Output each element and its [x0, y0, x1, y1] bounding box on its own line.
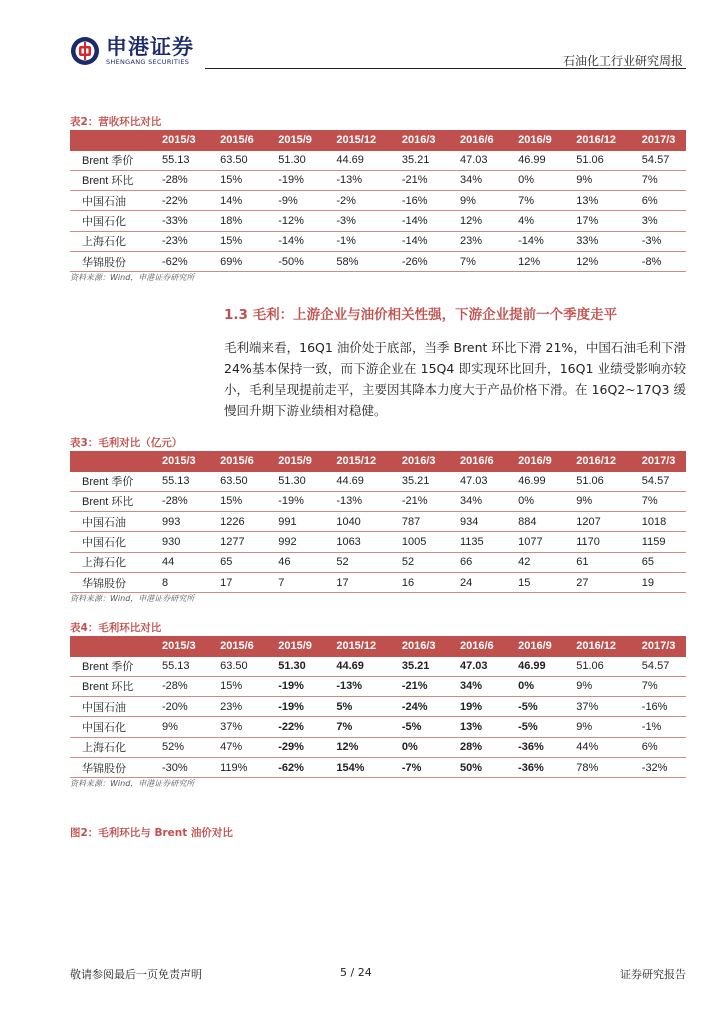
column-header: 2017/3 [628, 636, 686, 656]
table-cell: 37% [206, 717, 264, 737]
table-cell: 12% [504, 251, 562, 271]
table-cell: -3% [628, 231, 686, 251]
table-cell: 930 [148, 532, 206, 552]
row-label: 上海石化 [70, 737, 148, 757]
table-cell: -33% [148, 211, 206, 231]
table-cell: 44.69 [322, 471, 388, 491]
table-cell: 7% [628, 170, 686, 190]
row-label: 华锦股份 [70, 757, 148, 777]
table-cell: 12% [322, 737, 388, 757]
table-cell: 65 [628, 552, 686, 572]
table-cell: 9% [562, 170, 628, 190]
table-cell: -50% [264, 251, 322, 271]
table-cell: 16 [388, 572, 446, 592]
table-cell: 44 [148, 552, 206, 572]
table-cell: -12% [264, 211, 322, 231]
table-cell: 1207 [562, 512, 628, 532]
row-label: Brent 环比 [70, 676, 148, 696]
table-cell: 44.69 [322, 150, 388, 170]
column-header [70, 130, 148, 150]
table-header-row [70, 451, 686, 471]
table-cell: 6% [628, 191, 686, 211]
table-cell: 44.69 [322, 656, 388, 676]
row-label: Brent 环比 [70, 491, 148, 511]
column-header: 2016/6 [446, 130, 504, 150]
column-header: 2015/6 [206, 451, 264, 471]
table-cell: 47.03 [446, 150, 504, 170]
report-title: 石油化工行业研究周报 [562, 54, 683, 68]
row-label: 上海石化 [70, 552, 148, 572]
table-row [70, 150, 686, 170]
table-row [70, 697, 686, 717]
column-header: 2016/12 [562, 130, 628, 150]
table-cell: -62% [264, 757, 322, 777]
table-source: 资料来源：Wind，申港证券研究所 [70, 273, 195, 282]
column-header [70, 636, 148, 656]
table-cell: 63.50 [206, 471, 264, 491]
table-cell: 119% [206, 757, 264, 777]
table-cell: 993 [148, 512, 206, 532]
body-paragraph: 毛利端来看，16Q1 油价处于底部，当季 Brent 环比下滑 21%，中国石油毛利下滑 24%基本保持一致，而下游企业在 15Q4 即实现环比回升，16Q1 业绩受影响亦较小，毛利呈现提前走平，主要因其降本力度大于产品价格下滑。在 16Q2~17Q3 缓慢回升期下游业绩相对稳健。 [224, 340, 686, 418]
table-cell: -28% [148, 170, 206, 190]
table-cell: 9% [562, 491, 628, 511]
table-cell: 992 [264, 532, 322, 552]
table-row [70, 572, 686, 592]
table-cell: 33% [562, 231, 628, 251]
column-header: 2015/6 [206, 130, 264, 150]
table-cell: 0% [504, 491, 562, 511]
table-cell: -13% [322, 491, 388, 511]
table-cell: 63.50 [206, 656, 264, 676]
table-cell: 1018 [628, 512, 686, 532]
page-number: 5 / 24 [340, 966, 372, 979]
row-label: 华锦股份 [70, 572, 148, 592]
column-header: 2015/3 [148, 636, 206, 656]
column-header: 2016/3 [388, 451, 446, 471]
table-cell: 991 [264, 512, 322, 532]
gross-profit-qoq-table [70, 636, 686, 778]
table-cell: 7 [264, 572, 322, 592]
table-source: 资料来源：Wind，申港证券研究所 [70, 594, 195, 603]
table-cell: 46 [264, 552, 322, 572]
table-cell: -62% [148, 251, 206, 271]
table-cell: 24 [446, 572, 504, 592]
table-cell: 1040 [322, 512, 388, 532]
table-row [70, 170, 686, 190]
table-cell: 0% [504, 170, 562, 190]
footer-report-type: 证券研究报告 [620, 968, 686, 981]
table-cell: 27 [562, 572, 628, 592]
table-cell: -36% [504, 757, 562, 777]
column-header: 2017/3 [628, 451, 686, 471]
table-cell: 17 [206, 572, 264, 592]
table-cell: 4% [504, 211, 562, 231]
table-cell: 3% [628, 211, 686, 231]
logo-icon [70, 36, 100, 66]
column-header: 2015/9 [264, 130, 322, 150]
table-cell: 1135 [446, 532, 504, 552]
table-cell: 34% [446, 491, 504, 511]
figure-caption: 图2：毛利环比与 Brent 油价对比 [70, 827, 233, 839]
table-row [70, 552, 686, 572]
table-caption: 表4：毛利环比对比 [70, 622, 162, 634]
column-header: 2016/3 [388, 130, 446, 150]
column-header: 2015/3 [148, 130, 206, 150]
row-label: Brent 季价 [70, 471, 148, 491]
column-header: 2016/12 [562, 636, 628, 656]
table-cell: 55.13 [148, 471, 206, 491]
row-label: 中国石化 [70, 211, 148, 231]
column-header: 2017/3 [628, 130, 686, 150]
table-row [70, 191, 686, 211]
table-cell: 12% [446, 211, 504, 231]
column-header: 2016/6 [446, 451, 504, 471]
column-header: 2015/12 [322, 636, 388, 656]
column-header: 2015/9 [264, 636, 322, 656]
table-cell: 50% [446, 757, 504, 777]
table-cell: 0% [504, 676, 562, 696]
table-cell: -2% [322, 191, 388, 211]
gross-profit-table [70, 451, 686, 593]
table-cell: 7% [628, 676, 686, 696]
header-divider [205, 68, 686, 69]
table-cell: 54.57 [628, 471, 686, 491]
table-cell: 14% [206, 191, 264, 211]
table-cell: 9% [446, 191, 504, 211]
table-cell: 1226 [206, 512, 264, 532]
table-cell: -9% [264, 191, 322, 211]
table-cell: 1077 [504, 532, 562, 552]
table-cell: -21% [388, 676, 446, 696]
table-cell: -21% [388, 491, 446, 511]
row-label: 中国石油 [70, 191, 148, 211]
table-cell: 78% [562, 757, 628, 777]
table-cell: 35.21 [388, 471, 446, 491]
table-cell: -14% [388, 211, 446, 231]
table-cell: -14% [504, 231, 562, 251]
table-cell: 787 [388, 512, 446, 532]
table-cell: 54.57 [628, 656, 686, 676]
table-cell: 34% [446, 676, 504, 696]
table-cell: 63.50 [206, 150, 264, 170]
table-cell: 61 [562, 552, 628, 572]
table-cell: 51.30 [264, 150, 322, 170]
table-cell: 37% [562, 697, 628, 717]
table-header-row [70, 130, 686, 150]
table-row [70, 656, 686, 676]
table-cell: -29% [264, 737, 322, 757]
column-header: 2015/9 [264, 451, 322, 471]
table-cell: -13% [322, 676, 388, 696]
table-cell: 23% [446, 231, 504, 251]
table-cell: 51.30 [264, 656, 322, 676]
column-header: 2016/6 [446, 636, 504, 656]
table-cell: -14% [388, 231, 446, 251]
column-header [70, 451, 148, 471]
table-source: 资料来源：Wind，申港证券研究所 [70, 779, 195, 788]
row-label: Brent 环比 [70, 170, 148, 190]
table-cell: -3% [322, 211, 388, 231]
table-cell: 52 [388, 552, 446, 572]
table-cell: -24% [388, 697, 446, 717]
row-label: Brent 季价 [70, 150, 148, 170]
table-cell: -28% [148, 491, 206, 511]
table-row [70, 512, 686, 532]
column-header: 2015/3 [148, 451, 206, 471]
table-cell: -5% [504, 717, 562, 737]
row-label: 中国石化 [70, 717, 148, 737]
table-cell: 9% [562, 676, 628, 696]
table-cell: -22% [148, 191, 206, 211]
table-cell: 9% [148, 717, 206, 737]
table-cell: 19% [446, 697, 504, 717]
table-cell: 34% [446, 170, 504, 190]
row-label: 中国石油 [70, 697, 148, 717]
table-cell: 69% [206, 251, 264, 271]
table-cell: 28% [446, 737, 504, 757]
table-caption: 表2：营收环比对比 [70, 116, 162, 128]
table-cell: 55.13 [148, 656, 206, 676]
table-cell: 46.99 [504, 471, 562, 491]
table-cell: 51.30 [264, 471, 322, 491]
table-cell: 54.57 [628, 150, 686, 170]
company-logo [70, 36, 194, 66]
table-cell: 0% [388, 737, 446, 757]
table-cell: -13% [322, 170, 388, 190]
logo-name-cn: 申港证券 [106, 35, 194, 59]
table-cell: -32% [628, 757, 686, 777]
table-cell: 17% [562, 211, 628, 231]
table-header-row [70, 636, 686, 656]
table-cell: 44% [562, 737, 628, 757]
table-cell: 42 [504, 552, 562, 572]
page-header [0, 0, 724, 75]
table-cell: -26% [388, 251, 446, 271]
table-cell: 1063 [322, 532, 388, 552]
column-header: 2016/9 [504, 130, 562, 150]
table-cell: -7% [388, 757, 446, 777]
row-label: 中国石化 [70, 532, 148, 552]
table-cell: 15% [206, 170, 264, 190]
table-cell: 66 [446, 552, 504, 572]
table-row [70, 251, 686, 271]
column-header: 2016/3 [388, 636, 446, 656]
table-cell: -8% [628, 251, 686, 271]
column-header: 2015/6 [206, 636, 264, 656]
table-cell: 15 [504, 572, 562, 592]
table-cell: -19% [264, 491, 322, 511]
table-row [70, 471, 686, 491]
table-row [70, 532, 686, 552]
logo-name-en: SHENGANG SECURITIES [106, 58, 190, 66]
row-label: Brent 季价 [70, 656, 148, 676]
section-heading: 1.3 毛利：上游企业与油价相关性强，下游企业提前一个季度走平 [224, 307, 618, 323]
footer-disclaimer: 敬请参阅最后一页免责声明 [70, 968, 202, 981]
table-cell: 1159 [628, 532, 686, 552]
table-cell: 65 [206, 552, 264, 572]
table-cell: 884 [504, 512, 562, 532]
table-cell: -19% [264, 170, 322, 190]
table-cell: 51.06 [562, 656, 628, 676]
table-cell: -14% [264, 231, 322, 251]
table-cell: -19% [264, 676, 322, 696]
table-cell: 58% [322, 251, 388, 271]
table-cell: -5% [504, 697, 562, 717]
table-cell: 23% [206, 697, 264, 717]
table-cell: 13% [562, 191, 628, 211]
table-cell: -1% [628, 717, 686, 737]
table-cell: 12% [562, 251, 628, 271]
table-cell: 8 [148, 572, 206, 592]
table-cell: 51.06 [562, 471, 628, 491]
table-cell: 13% [446, 717, 504, 737]
table-cell: 52 [322, 552, 388, 572]
column-header: 2016/9 [504, 636, 562, 656]
row-label: 中国石油 [70, 512, 148, 532]
table-cell: 52% [148, 737, 206, 757]
table-cell: 15% [206, 676, 264, 696]
table-cell: -36% [504, 737, 562, 757]
table-cell: -23% [148, 231, 206, 251]
table-cell: 5% [322, 697, 388, 717]
table-row [70, 737, 686, 757]
table-cell: 7% [322, 717, 388, 737]
table-row [70, 757, 686, 777]
column-header: 2016/12 [562, 451, 628, 471]
table-cell: 1170 [562, 532, 628, 552]
table-cell: 7% [504, 191, 562, 211]
table-cell: -16% [388, 191, 446, 211]
table-caption: 表3：毛利对比（亿元） [70, 437, 183, 449]
table-row [70, 717, 686, 737]
table-cell: -19% [264, 697, 322, 717]
table-cell: 18% [206, 211, 264, 231]
table-cell: 17 [322, 572, 388, 592]
table-cell: 47% [206, 737, 264, 757]
table-cell: -20% [148, 697, 206, 717]
table-cell: 154% [322, 757, 388, 777]
table-row [70, 491, 686, 511]
row-label: 上海石化 [70, 231, 148, 251]
table-cell: -28% [148, 676, 206, 696]
column-header: 2016/9 [504, 451, 562, 471]
table-cell: 46.99 [504, 656, 562, 676]
table-cell: 51.06 [562, 150, 628, 170]
table-cell: -1% [322, 231, 388, 251]
table-cell: 19 [628, 572, 686, 592]
table-cell: 7% [446, 251, 504, 271]
table-cell: 35.21 [388, 656, 446, 676]
column-header: 2015/12 [322, 451, 388, 471]
table-row [70, 676, 686, 696]
revenue-qoq-table [70, 130, 686, 272]
table-cell: 15% [206, 231, 264, 251]
table-cell: 9% [562, 717, 628, 737]
table-cell: 934 [446, 512, 504, 532]
table-cell: 46.99 [504, 150, 562, 170]
table-row [70, 231, 686, 251]
table-cell: -16% [628, 697, 686, 717]
table-cell: 47.03 [446, 656, 504, 676]
table-cell: 35.21 [388, 150, 446, 170]
table-cell: 7% [628, 491, 686, 511]
table-cell: 1277 [206, 532, 264, 552]
table-cell: 55.13 [148, 150, 206, 170]
table-row [70, 211, 686, 231]
table-cell: 1005 [388, 532, 446, 552]
table-cell: 15% [206, 491, 264, 511]
table-cell: -30% [148, 757, 206, 777]
table-cell: -22% [264, 717, 322, 737]
table-cell: -21% [388, 170, 446, 190]
row-label: 华锦股份 [70, 251, 148, 271]
table-cell: 47.03 [446, 471, 504, 491]
table-cell: -5% [388, 717, 446, 737]
column-header: 2015/12 [322, 130, 388, 150]
table-cell: 6% [628, 737, 686, 757]
